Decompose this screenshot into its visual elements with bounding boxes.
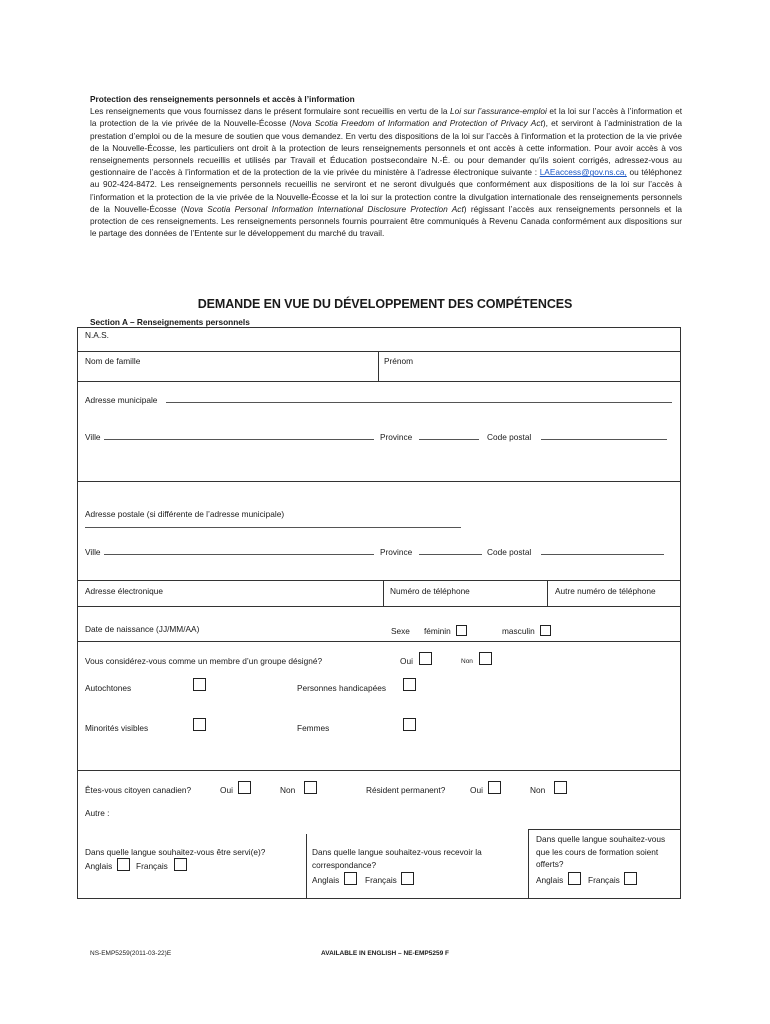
- groupe-oui-label: Oui: [400, 656, 413, 666]
- nas-label: N.A.S.: [85, 330, 109, 340]
- province-field[interactable]: [419, 439, 479, 440]
- naissance-label: Date de naissance (JJ/MM/AA): [85, 624, 200, 634]
- courriel-label: Adresse électronique: [85, 586, 163, 596]
- citoyen-non-checkbox[interactable]: [304, 781, 317, 794]
- groupe-designe-question: Vous considérez-vous comme un membre d’un groupe désigné?: [85, 656, 323, 666]
- citoyen-oui-label: Oui: [220, 785, 233, 795]
- resident-question: Résident permanent?: [366, 785, 446, 795]
- resident-oui-label: Oui: [470, 785, 483, 795]
- nas-field[interactable]: [79, 340, 679, 351]
- feminin-checkbox[interactable]: [456, 625, 467, 636]
- groupe-oui-checkbox[interactable]: [419, 652, 432, 665]
- langue-correspondance-question: Dans quelle langue souhaitez-vous recevoir la correspondance?: [312, 847, 482, 870]
- ville-label: Ville: [85, 432, 101, 442]
- privacy-email-link[interactable]: LAEaccess@gov.ns.ca,: [539, 167, 627, 178]
- form-title: DEMANDE EN VUE DU DÉVELOPPEMENT DES COMPÉTENCES: [197, 297, 573, 311]
- privacy-title: Protection des renseignements personnels et accès à l’information: [90, 94, 355, 104]
- adresse-postale-label: Adresse postale (si différente de l’adresse municipale): [85, 509, 285, 519]
- citoyen-non-label: Non: [280, 785, 296, 795]
- feminin-label: féminin: [424, 626, 451, 636]
- code-postal-postale-label: Code postal: [487, 547, 532, 557]
- section-a-heading: Section A – Renseignements personnels: [90, 317, 250, 327]
- resident-oui-checkbox[interactable]: [488, 781, 501, 794]
- province-postale-field[interactable]: [419, 554, 482, 555]
- nom-label: Nom de famille: [85, 356, 141, 366]
- province-label: Province: [380, 432, 413, 442]
- citoyen-question: Êtes-vous citoyen canadien?: [85, 785, 192, 795]
- prenom-field[interactable]: [380, 366, 678, 380]
- groupe-non-label: Non: [461, 658, 473, 665]
- corr-francais-label: Français: [365, 875, 397, 885]
- langue-cours-question: Dans quelle langue souhaitez-vous que les cours de formation soient offerts?: [536, 834, 666, 869]
- ville-postale-field[interactable]: [104, 554, 374, 555]
- femmes-label: Femmes: [297, 723, 330, 733]
- handicapees-label: Personnes handicapées: [297, 683, 387, 693]
- footer-english-notice: AVAILABLE IN ENGLISH – NE-EMP5259 F: [321, 950, 449, 957]
- adresse-municipale-label: Adresse municipale: [85, 395, 158, 405]
- code-postal-field[interactable]: [541, 439, 667, 440]
- adresse-municipale-field[interactable]: [166, 402, 672, 403]
- servi-anglais-checkbox[interactable]: [117, 858, 130, 871]
- masculin-checkbox[interactable]: [540, 625, 551, 636]
- autre-label: Autre :: [85, 808, 110, 818]
- servi-francais-label: Français: [136, 861, 168, 871]
- act-ei: Loi sur l’assurance-emploi: [450, 106, 547, 117]
- femmes-checkbox[interactable]: [403, 718, 416, 731]
- groupe-non-checkbox[interactable]: [479, 652, 492, 665]
- prenom-label: Prénom: [384, 356, 414, 366]
- autochtones-checkbox[interactable]: [193, 678, 206, 691]
- corr-anglais-label: Anglais: [312, 875, 340, 885]
- minorites-checkbox[interactable]: [193, 718, 206, 731]
- code-postal-postale-field[interactable]: [541, 554, 664, 555]
- privacy-text-5: ) régissant l’accès aux renseignements personnels et la protection de ces renseignements. Les renseignements personnels fournis pourraient être communiqués à Revenu Canada conformément aux dispositions sur le partage des données de l’Entente sur le développement du marché du travail.: [90, 203, 682, 239]
- privacy-notice: [90, 93, 682, 239]
- masculin-label: masculin: [502, 626, 535, 636]
- code-postal-label: Code postal: [487, 432, 532, 442]
- resident-non-label: Non: [530, 785, 546, 795]
- act-foipop: Nova Scotia Freedom of Information and Protection of Privacy Act: [292, 118, 543, 129]
- cours-anglais-checkbox[interactable]: [568, 872, 581, 885]
- nom-field[interactable]: [79, 366, 376, 380]
- resident-non-checkbox[interactable]: [554, 781, 567, 794]
- autre-telephone-label: Autre numéro de téléphone: [555, 586, 656, 596]
- footer-form-code: NS-EMP5259(2011-03-22)E: [90, 950, 172, 957]
- privacy-text-4: ou téléphonez au 902-424-8472. Les renseignements personnels recueillis ne serviront et ne seront divulgués que conformément aux dispositions de la loi sur l’accès à l’information et la protection de la vie privée de la Nouvelle-Écosse et la loi sur la protection contre la divulgation internationale des renseignements personnels de la Nouvelle-Écosse (: [90, 167, 683, 214]
- sexe-label: Sexe: [391, 626, 410, 636]
- corr-francais-checkbox[interactable]: [401, 872, 414, 885]
- handicapees-checkbox[interactable]: [403, 678, 416, 691]
- privacy-text-2: et la loi sur l’accès à l’information et la protection de la vie privée de la Nouvelle-Écosse (: [90, 106, 682, 129]
- cours-anglais-label: Anglais: [536, 875, 564, 885]
- servi-francais-checkbox[interactable]: [174, 858, 187, 871]
- cours-francais-checkbox[interactable]: [624, 872, 637, 885]
- ville-field[interactable]: [104, 439, 374, 440]
- cours-francais-label: Français: [588, 875, 620, 885]
- ville-postale-label: Ville: [85, 547, 101, 557]
- citoyen-oui-checkbox[interactable]: [238, 781, 251, 794]
- langue-servi-question: Dans quelle langue souhaitez-vous être servi(e)?: [85, 847, 266, 857]
- servi-anglais-label: Anglais: [85, 861, 113, 871]
- privacy-text-1: Les renseignements que vous fournissez dans le présent formulaire sont recueillis en vertu de la: [90, 106, 450, 117]
- telephone-label: Numéro de téléphone: [390, 586, 470, 596]
- act-piidpa: Nova Scotia Personal Information International Disclosure Protection Act: [183, 203, 464, 214]
- privacy-text-3: ), et serviront à l’administration de la prestation d’emploi ou de la mesure de soutien que vous demandez. En vertu des dispositions de la loi sur l’accès à l’information et la protection de la vie privée de la Nouvelle-Écosse, les particuliers ont droit à la protection de leurs renseignements personnels et ont accès à cette information. Pour avoir accès à vos renseignements personnels recueillis et utilisés par Travail et Éducation postsecondaire N.-É. ou pour demander qu’ils soient corrigés, adressez-vous au gestionnaire de l’accès à l’information et de la protection de la vie privée du ministère à l’adresse électronique suivante :: [90, 118, 682, 178]
- corr-anglais-checkbox[interactable]: [344, 872, 357, 885]
- autochtones-label: Autochtones: [85, 683, 132, 693]
- adresse-postale-field[interactable]: [85, 527, 461, 528]
- minorites-label: Minorités visibles: [85, 723, 149, 733]
- province-postale-label: Province: [380, 547, 413, 557]
